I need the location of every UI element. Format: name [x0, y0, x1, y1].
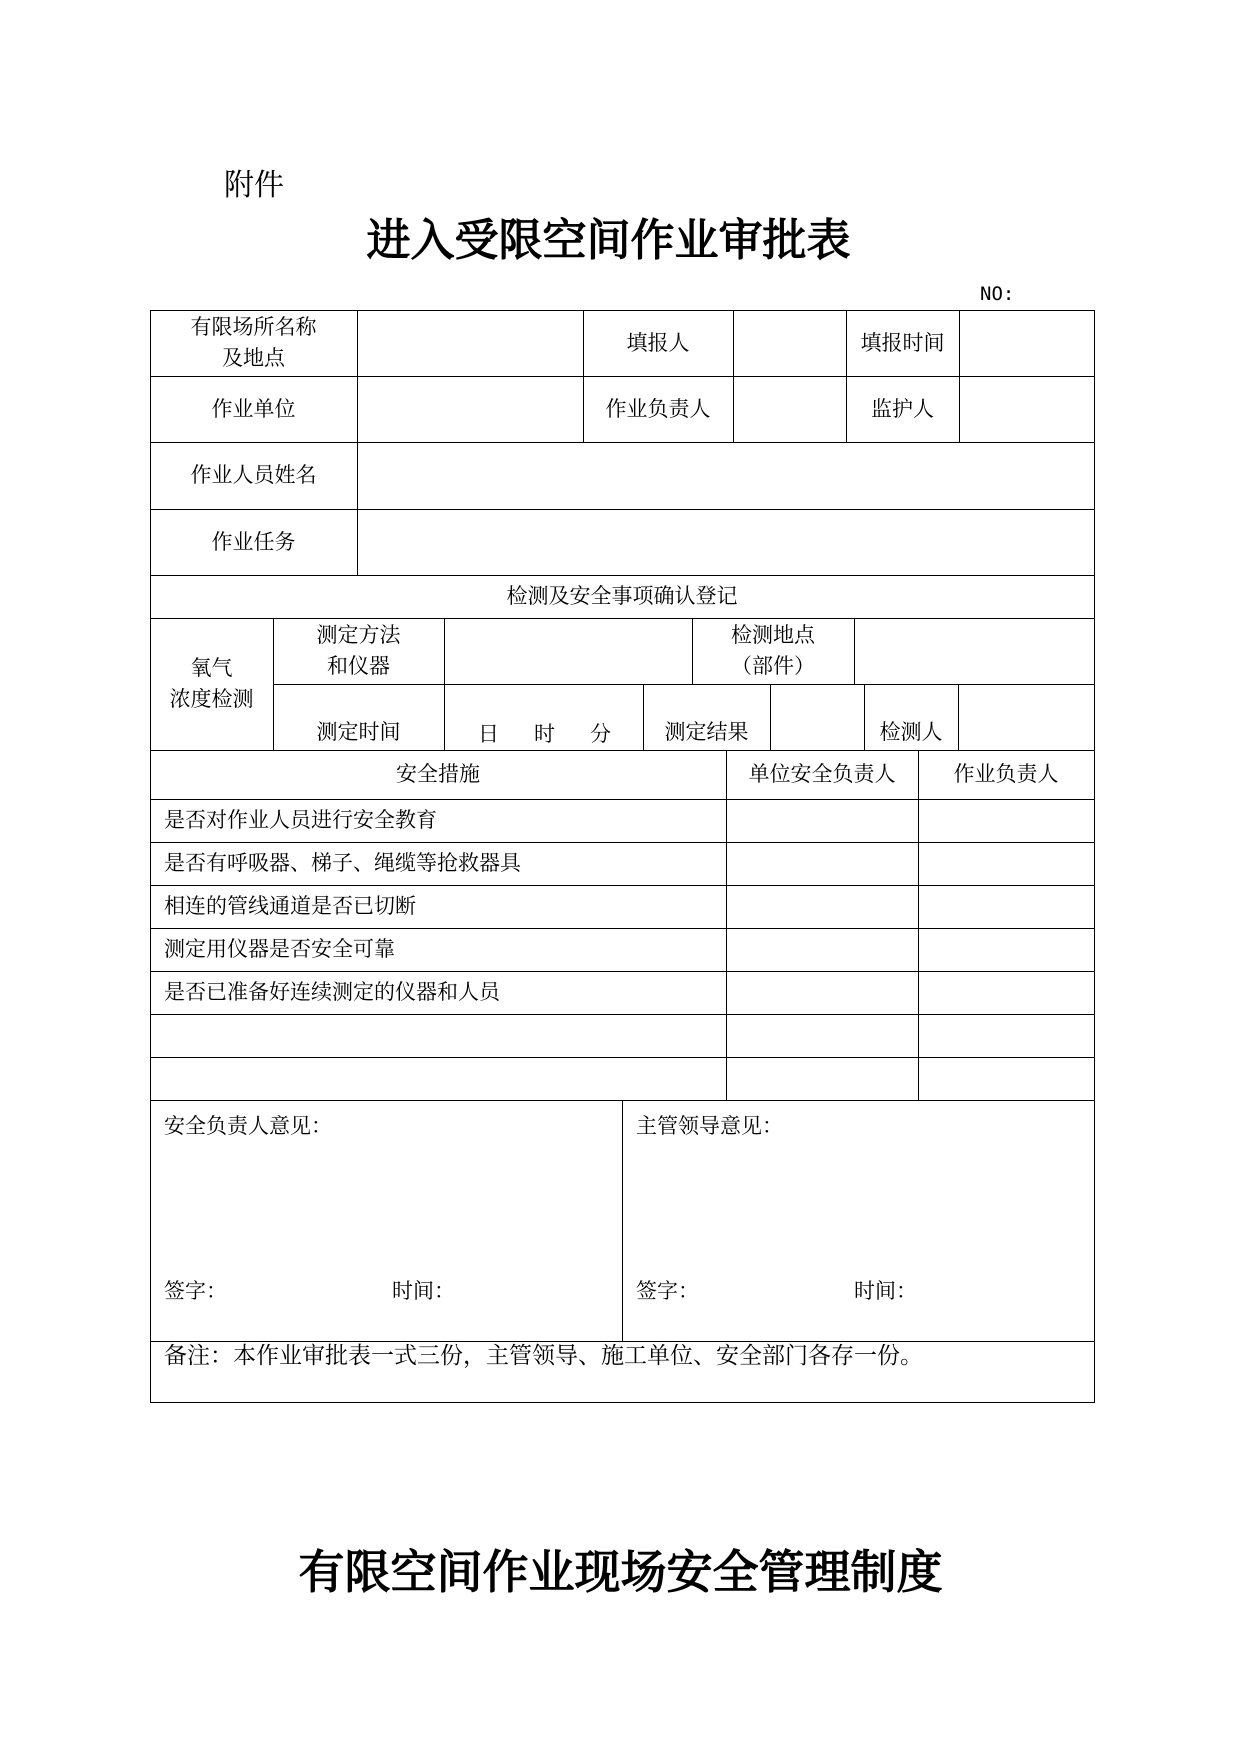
test-location-field[interactable]: [854, 618, 1094, 684]
minute-unit: 分: [590, 722, 611, 746]
workers-label: 作业人员姓名: [190, 463, 317, 487]
tester-label: 检测人: [879, 720, 943, 744]
remark-text: 备注：本作业审批表一式三份，主管领导、施工单位、安全部门各存一份。: [164, 1343, 923, 1369]
task-field[interactable]: [357, 509, 1094, 575]
safety-item: [150, 1057, 726, 1100]
method-instrument-field[interactable]: [444, 618, 692, 684]
safety-leader-time-label: 时间：: [392, 1279, 455, 1303]
approval-form-table: [150, 310, 1094, 1402]
work-leader-header: 作业负责人: [953, 762, 1059, 786]
workers-field[interactable]: [357, 442, 1094, 509]
oxygen-concentration-label: 氧气 浓度检测: [169, 656, 254, 711]
manager-sign-label: 签字：: [636, 1279, 699, 1303]
safety-measures-header: 安全措施: [396, 762, 480, 786]
reporter-field[interactable]: [733, 310, 846, 376]
safety-item: [150, 1014, 726, 1057]
safety-item: 是否有呼吸器、梯子、绳缆等抢救器具: [164, 851, 521, 875]
next-section-title: 有限空间作业现场安全管理制度: [298, 1545, 943, 1599]
task-label: 作业任务: [211, 529, 296, 554]
form-title: 进入受限空间作业审批表: [366, 215, 851, 266]
manager-time-label: 时间：: [854, 1279, 917, 1303]
reporter-label: 填报人: [626, 330, 690, 355]
guardian-field[interactable]: [959, 376, 1094, 442]
method-instrument-label: 测定方法 和仪器: [316, 623, 401, 678]
report-time-label: 填报时间: [860, 330, 945, 355]
work-leader-label: 作业负责人: [605, 396, 711, 421]
place-name-field[interactable]: [357, 310, 583, 376]
document-number-label: NO:: [980, 283, 1015, 305]
safety-item: 是否对作业人员进行安全教育: [164, 808, 437, 832]
test-result-field[interactable]: [770, 684, 864, 750]
unit-safety-leader-header: 单位安全负责人: [748, 762, 896, 786]
place-name-label: 有限场所名称 及地点: [190, 315, 317, 370]
safety-item: 相连的管线通道是否已切断: [164, 894, 416, 918]
section-title: 检测及安全事项确认登记: [506, 584, 738, 608]
day-unit: 日: [478, 722, 499, 746]
work-leader-field[interactable]: [733, 376, 846, 442]
safety-leader-opinion-label: 安全负责人意见：: [164, 1114, 332, 1138]
tester-field[interactable]: [958, 684, 1094, 750]
guardian-label: 监护人: [871, 396, 934, 421]
safety-leader-sign-label: 签字：: [164, 1279, 227, 1303]
test-location-label: 检测地点 （部件）: [731, 623, 815, 678]
hour-unit: 时: [534, 722, 555, 746]
attachment-label: 附件: [224, 168, 284, 203]
test-result-label: 测定结果: [664, 720, 749, 744]
safety-item: 是否已准备好连续测定的仪器和人员: [164, 980, 500, 1004]
test-time-label: 测定时间: [316, 720, 401, 744]
safety-item: 测定用仪器是否安全可靠: [164, 937, 395, 961]
manager-opinion-label: 主管领导意见：: [636, 1114, 783, 1138]
report-time-field[interactable]: [959, 310, 1094, 376]
work-unit-label: 作业单位: [211, 396, 296, 421]
work-unit-field[interactable]: [357, 376, 583, 442]
